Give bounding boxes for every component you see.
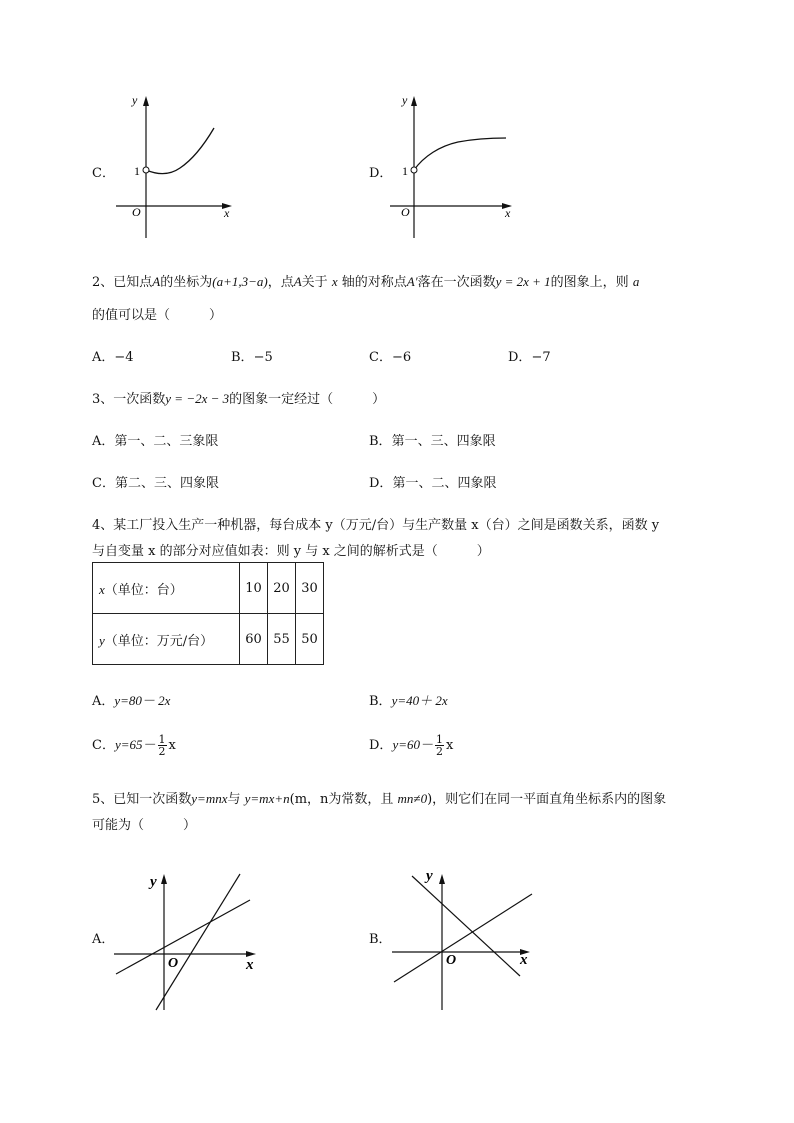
q2-var: A [293,274,302,289]
line-2 [412,876,520,976]
q5-func2: y=mx+n [244,791,290,806]
origin-label: O [168,956,179,971]
y-axis-arrow [411,96,417,106]
option-text: 第一、二、四象限 [392,476,497,491]
option-label: A． [92,350,115,365]
q3-stem [92,388,385,407]
q5-text: 与 [227,792,241,807]
q5-option-a-label: A． [92,932,115,947]
option-label: D． [369,738,393,753]
curve [146,128,214,174]
y-axis-label: y [402,93,408,107]
q1-option-c-label: C． [92,166,115,181]
y-axis-label: y [150,874,157,890]
option-label: D． [369,476,393,491]
q2-option-b [231,346,273,365]
q4-option-b [369,690,448,709]
q4-option-d [369,734,453,757]
option-expr-prefix: y=60－ [392,737,433,752]
table-cell: 55 [268,614,296,665]
q5-option-b-graph [388,866,548,1016]
option-expr-suffix: x [168,738,176,753]
y-axis-label: y [426,868,433,884]
table-cell: 10 [240,563,268,614]
q3-text: 3、一次函数 [92,392,166,407]
q1-option-d-graph [378,90,518,242]
y-axis-label: y [132,93,138,107]
q4-value-table [92,562,324,665]
q2-stem-line2: 的值可以是（ ） [92,308,223,323]
option-label: C． [92,476,115,491]
open-point [143,167,149,173]
q2-var: x [331,274,338,289]
q2-var: A [152,274,161,289]
q4-option-a [92,690,170,709]
option-label: B． [231,350,254,365]
fraction [158,734,167,757]
option-label: A． [92,694,115,709]
option-text: 第二、三、四象限 [114,476,219,491]
q3-option-d [369,472,496,491]
frac-denominator: 2 [158,745,166,758]
q1-option-c-graph [108,90,238,242]
q2-text: ，点 [267,275,294,290]
q4-stem-line1: 4、某工厂投入生产一种机器，每台成本 y（万元/台）与生产数量 x（台）之间是函数关系，函数 y [92,518,660,533]
q2-text: 轴的对称点 [341,275,407,290]
frac-numerator: 1 [435,733,443,746]
table-header-cell [93,563,240,614]
fraction [435,734,444,757]
option-text: 第一、三、四象限 [391,434,496,449]
q1-option-d-label: D． [369,166,393,181]
q3-text: 的图象一定经过（ ） [229,392,386,407]
option-label: B． [369,694,392,709]
table-cell: 30 [296,563,324,614]
q2-var: A′ [406,274,418,289]
x-axis-label: x [505,206,511,220]
q3-func: y = −2x − 3 [165,391,230,406]
option-expr: y=40＋ 2x [391,693,448,708]
table-header-cell [93,614,240,665]
q4-option-c [92,734,176,757]
q5-stem-line2: 可能为（ ） [92,818,197,833]
option-expr-suffix: x [445,738,454,753]
q5-option-b-label: B． [369,932,392,947]
q2-coord: (a+1,3−a) [212,274,268,289]
q3-option-b [369,430,496,449]
option-expr: y=80－ 2x [114,693,171,708]
q5-text: (m，n为常数，且 [289,792,394,807]
y-axis-arrow [161,874,167,884]
table-row [93,614,324,665]
frac-numerator: 1 [158,733,166,746]
q2-text: 落在一次函数 [417,275,496,290]
q2-stem-line1 [92,271,639,290]
table-row [93,563,324,614]
table-var: y [99,632,105,648]
option-label: B． [369,434,392,449]
q5-option-a-graph [110,866,270,1016]
line-1 [394,894,532,982]
table-unit: （单位：台） [104,582,183,598]
intercept-label: 1 [402,164,408,178]
x-axis-label: x [520,952,528,968]
q2-text: 2、已知点 [92,275,153,290]
y-axis-arrow [439,874,445,884]
table-cell: 50 [296,614,324,665]
q2-text: 的坐标为 [160,275,213,290]
x-axis-label: x [224,206,230,220]
y-axis-arrow [143,96,149,106]
table-cell: 20 [268,563,296,614]
option-value: −6 [391,350,412,365]
q2-text: 的图象上，则 [550,275,629,290]
option-text: 第一、二、三象限 [114,434,219,449]
origin-label: O [132,205,141,219]
x-axis-label: x [246,957,254,973]
table-var: x [99,581,105,597]
option-value: −5 [253,350,273,365]
q3-option-a [92,430,218,449]
option-expr-prefix: y=65－ [114,737,156,752]
option-value: −7 [531,350,551,365]
q2-var: a [632,274,640,289]
q5-text: )，则它们在同一平面直角坐标系内的图象 [427,792,667,807]
line-2 [156,874,240,1010]
table-unit: （单位：万元/台） [104,633,214,649]
table-cell: 60 [240,614,268,665]
q5-cond: mn≠0 [397,791,428,806]
q2-option-a [92,346,134,365]
option-value: −4 [114,350,134,365]
q2-option-c [369,346,411,365]
q3-option-c [92,472,219,491]
option-label: D． [508,350,532,365]
line-1 [116,900,250,974]
q5-stem-line1 [92,788,666,807]
q2-text: 关于 [301,275,328,290]
open-point [411,167,417,173]
q2-func: y = 2x + 1 [495,274,551,289]
origin-label: O [401,205,410,219]
q2-option-d [508,346,551,365]
q5-func1: y=mnx [191,791,228,806]
frac-denominator: 2 [435,745,443,758]
option-label: C． [369,350,392,365]
option-label: C． [92,738,115,753]
q5-text: 5、已知一次函数 [92,792,192,807]
curve [414,138,506,170]
origin-label: O [446,953,457,968]
intercept-label: 1 [134,164,140,178]
q4-stem-line2: 与自变量 x 的部分对应值如表：则 y 与 x 之间的解析式是（ ） [92,544,490,559]
option-label: A． [92,434,115,449]
